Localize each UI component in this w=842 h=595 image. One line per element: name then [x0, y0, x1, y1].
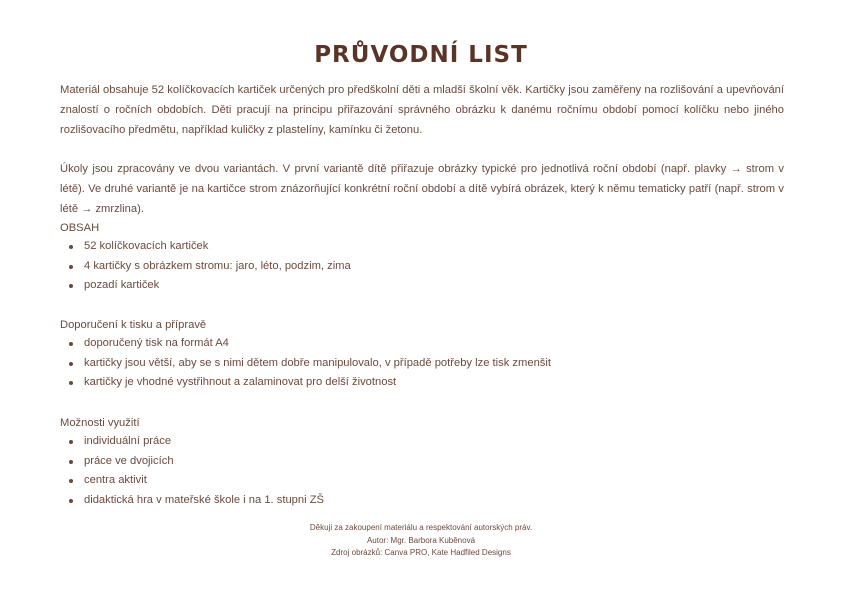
list-item-text: práce ve dvojicích	[84, 454, 174, 467]
list-item-text: kartičky je vhodné vystřihnout a zalaminovat pro delší životnost	[84, 376, 397, 388]
bullet-icon	[69, 440, 73, 444]
list-item-text: kartičky jsou větší, aby se s nimi dětem dobře manipulovalo, v případě potřeby lze tisk zmenšit	[84, 356, 551, 369]
list-item-text: centra aktivit	[84, 474, 147, 486]
bullet-icon	[69, 479, 73, 483]
list-item	[60, 471, 324, 491]
list-item	[60, 276, 351, 296]
list-item	[60, 491, 324, 511]
section-heading-contents: OBSAH	[60, 222, 100, 234]
list-item-text: 4 kartičky s obrázkem stromu: jaro, léto, podzim, zima	[84, 259, 351, 272]
print-list	[60, 334, 551, 393]
list-item-text: doporučený tisk na formát A4	[84, 337, 229, 349]
footer-thanks: Děkuji za zakoupení materiálu a respektování autorských práv.	[309, 523, 533, 532]
bullet-icon	[69, 265, 73, 269]
footer-author: Autor: Mgr. Barbora Kuběnová	[366, 535, 476, 545]
list-item-text: pozadí kartiček	[84, 279, 160, 291]
bullet-icon	[69, 362, 73, 366]
page-title: PRŮVODNÍ LIST	[314, 42, 528, 68]
list-item-text: 52 kolíčkovacích kartiček	[84, 240, 209, 252]
section-heading-uses: Možnosti využití	[60, 417, 140, 429]
list-item	[60, 432, 324, 452]
list-item	[60, 334, 551, 354]
uses-list	[60, 432, 324, 510]
footer-image-source: Zdroj obrázků: Canva PRO, Kate Hadfiled Designs	[331, 548, 511, 557]
contents-list	[60, 237, 351, 296]
bullet-icon	[69, 499, 73, 503]
list-item	[60, 257, 351, 277]
intro-paragraph-1: Materiál obsahuje 52 kolíčkovacích kartiček určených pro předškolní děti a mladší školní věk. Kartičky jsou zaměřeny na rozlišování a upevňování znalostí o ročních obdobích. Děti pracují na principu přiřazování správného obrázku k danému ročnímu období pomocí kolíčku nebo jiného rozlišovacího předmětu, například kuličky z plastelíny, kamínku či žetonu.	[60, 84, 784, 136]
footer-credits	[0, 522, 842, 560]
list-item	[60, 354, 551, 374]
list-item	[60, 373, 551, 393]
bullet-icon	[69, 381, 73, 385]
bullet-icon	[69, 284, 73, 288]
list-item	[60, 452, 324, 472]
section-heading-print: Doporučení k tisku a přípravě	[60, 319, 207, 331]
list-item	[60, 237, 351, 257]
list-item-text: individuální práce	[84, 435, 172, 447]
bullet-icon	[69, 245, 73, 249]
list-item-text: didaktická hra v mateřské škole i na 1. stupni ZŠ	[84, 493, 325, 506]
bullet-icon	[69, 460, 73, 464]
intro-paragraph-2: Úkoly jsou zpracovány ve dvou variantách. V první variantě dítě přiřazuje obrázky typické pro jednotlivá roční období (např. plavky → strom v létě). Ve druhé variantě je na kartičce strom znázorňující konkrétní roční období a dítě vybírá obrázek, který k němu tematicky patří (např. strom v létě → zmrzlina).	[60, 163, 784, 215]
bullet-icon	[69, 342, 73, 346]
